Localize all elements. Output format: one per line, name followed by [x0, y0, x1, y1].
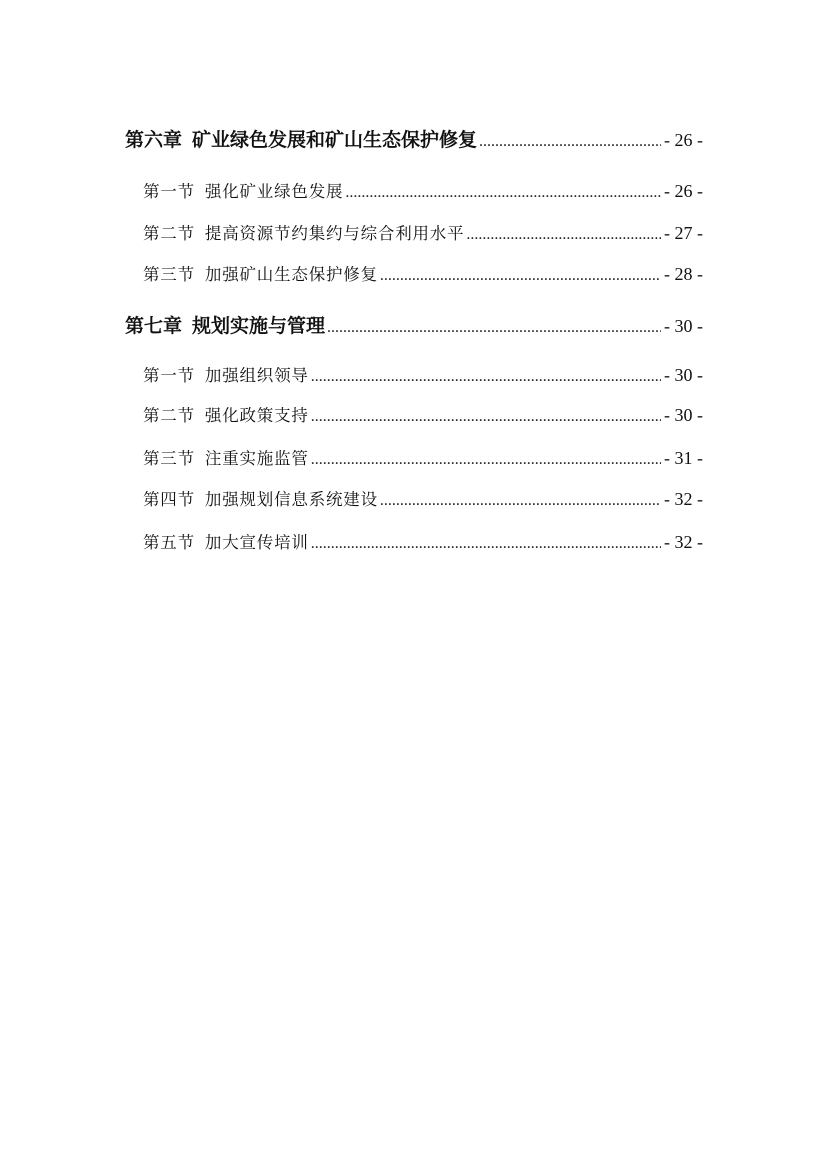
toc-entry-title: 强化政策支持 [204, 406, 309, 425]
toc-page-number: - 26 - [664, 130, 703, 150]
toc-page-number: - 30 - [664, 316, 703, 336]
toc-entry-title: 加强规划信息系统建设 [204, 490, 378, 509]
toc-entry-label [143, 178, 343, 202]
toc-chapter-7[interactable] [125, 311, 703, 338]
toc-entry-label [143, 529, 309, 553]
toc-entry-label [125, 125, 477, 152]
toc-dot-leader [345, 184, 661, 202]
toc-entry-title: 规划实施与管理 [192, 315, 326, 337]
toc-entry-title: 加强组织领导 [204, 366, 309, 385]
toc-page-number: - 30 - [664, 405, 703, 425]
toc-page-number: - 30 - [664, 365, 703, 385]
toc-section-7-2[interactable] [143, 402, 703, 426]
toc-chapter-6[interactable] [125, 125, 703, 152]
toc-entry-number: 第一节 [143, 366, 195, 385]
toc-section-7-4[interactable] [143, 486, 703, 510]
toc-page-number: - 28 - [664, 264, 703, 284]
toc-page-number: - 32 - [664, 489, 703, 509]
toc-dot-leader [311, 535, 661, 553]
toc-entry-label [143, 261, 378, 285]
toc-section-7-5[interactable] [143, 529, 703, 553]
toc-entry-title: 矿业绿色发展和矿山生态保护修复 [192, 129, 478, 151]
toc-page-number: - 32 - [664, 532, 703, 552]
toc-dot-leader [311, 408, 661, 426]
toc-section-6-2[interactable] [143, 220, 703, 244]
toc-entry-label [143, 486, 378, 510]
toc-entry-title: 注重实施监管 [204, 449, 309, 468]
toc-section-6-3[interactable] [143, 261, 703, 285]
toc-entry-number: 第二节 [143, 224, 195, 243]
toc-page-number: - 27 - [664, 223, 703, 243]
toc-entry-number: 第二节 [143, 406, 195, 425]
toc-section-6-1[interactable] [143, 178, 703, 202]
toc-entry-title: 加大宣传培训 [204, 533, 309, 552]
toc-entry-label [143, 362, 309, 386]
toc-page-number: - 31 - [664, 448, 703, 468]
toc-dot-leader [311, 451, 661, 469]
toc-entry-title: 提高资源节约集约与综合利用水平 [204, 224, 465, 243]
toc-entry-number: 第一节 [143, 182, 195, 201]
toc-entry-number: 第三节 [143, 265, 195, 284]
toc-dot-leader [380, 492, 661, 510]
toc-dot-leader [311, 368, 661, 386]
toc-entry-number: 第七章 [125, 315, 183, 337]
toc-entry-title: 强化矿业绿色发展 [204, 182, 344, 201]
toc-entry-label [143, 445, 309, 469]
toc-section-7-1[interactable] [143, 362, 703, 386]
toc-page-number: - 26 - [664, 181, 703, 201]
toc-dot-leader [466, 226, 661, 244]
toc-dot-leader [380, 267, 661, 285]
toc-entry-number: 第六章 [125, 129, 183, 151]
toc-section-7-3[interactable] [143, 445, 703, 469]
toc-entry-label [125, 311, 325, 338]
toc-dot-leader [479, 133, 661, 151]
toc-entry-label [143, 220, 464, 244]
toc-entry-number: 第三节 [143, 449, 195, 468]
toc-entry-number: 第四节 [143, 490, 195, 509]
toc-entry-number: 第五节 [143, 533, 195, 552]
toc-dot-leader [327, 319, 661, 337]
toc-entry-label [143, 402, 309, 426]
toc-entry-title: 加强矿山生态保护修复 [204, 265, 378, 284]
